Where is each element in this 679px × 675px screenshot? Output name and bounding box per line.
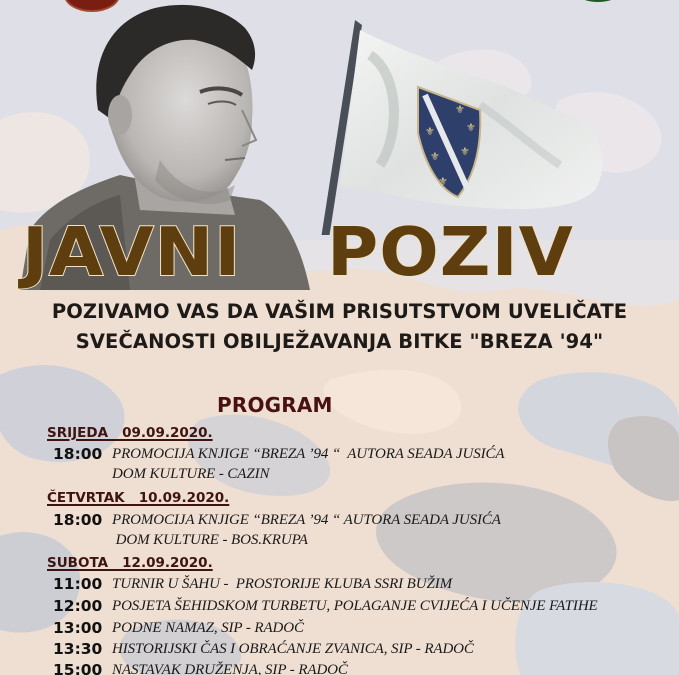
- subtitle-line-1: POZIVAMO VAS DA VAŠIM PRISUTSTVOM UVELIČATE: [51, 300, 628, 323]
- event-time: 15:00: [53, 661, 103, 675]
- event-description: POSJETA ŠEHIDSKOM TURBETU, POLAGANJE CVIJEĆA I UČENJE FATIHE: [112, 598, 598, 614]
- svg-text:⚜: ⚜: [455, 103, 465, 116]
- event-location: DOM KULTURE - CAZIN: [112, 466, 270, 482]
- event-description: HISTORIJSKI ČAS I OBRAĆANJE ZVANICA, SIP - RADOČ: [112, 641, 474, 657]
- page-title: [22, 212, 622, 292]
- event-time: 13:00: [53, 619, 103, 637]
- event-description: PROMOCIJA KNJIGE “BREZA ’94 “ AUTORA SEADA JUSIĆA: [112, 446, 505, 462]
- title-word-poziv: POZIV: [327, 213, 574, 291]
- event-location: DOM KULTURE - BOS.KRUPA: [112, 532, 308, 548]
- event-description: TURNIR U ŠAHU - PROSTORIJE KLUBA SSRI BUŽIM: [112, 576, 453, 592]
- event-time: 12:00: [53, 597, 103, 615]
- event-time: 18:00: [53, 445, 103, 463]
- event-description: PODNE NAMAZ, SIP - RADOČ: [112, 620, 304, 636]
- event-time: 11:00: [53, 575, 103, 593]
- day-header-cetvrtak: ČETVRTAK 10.09.2020.: [47, 490, 230, 506]
- flag-image: [300, 15, 620, 235]
- svg-text:⚜: ⚜: [460, 145, 470, 158]
- day-header-srijeda: SRIJEDA 09.09.2020.: [47, 425, 213, 441]
- svg-text:⚜: ⚜: [430, 150, 440, 163]
- title-word-javni: JAVNI: [22, 213, 242, 291]
- program-heading: PROGRAM: [217, 393, 333, 417]
- event-time: 18:00: [53, 511, 103, 529]
- svg-text:⚜: ⚜: [466, 121, 476, 134]
- event-description: PROMOCIJA KNJIGE “BREZA ’94 “ AUTORA SEADA JUSIĆA: [112, 512, 501, 528]
- subtitle-line-2: SVEČANOSTI OBILJEŽAVANJA BITKE "BREZA '94": [75, 330, 604, 353]
- svg-text:⚜: ⚜: [425, 125, 435, 138]
- event-time: 13:30: [53, 640, 103, 658]
- svg-text:⚜: ⚜: [438, 175, 448, 188]
- event-description: NASTAVAK DRUŽENJA, SIP - RADOČ: [112, 662, 348, 675]
- day-header-subota: SUBOTA 12.09.2020.: [47, 555, 213, 571]
